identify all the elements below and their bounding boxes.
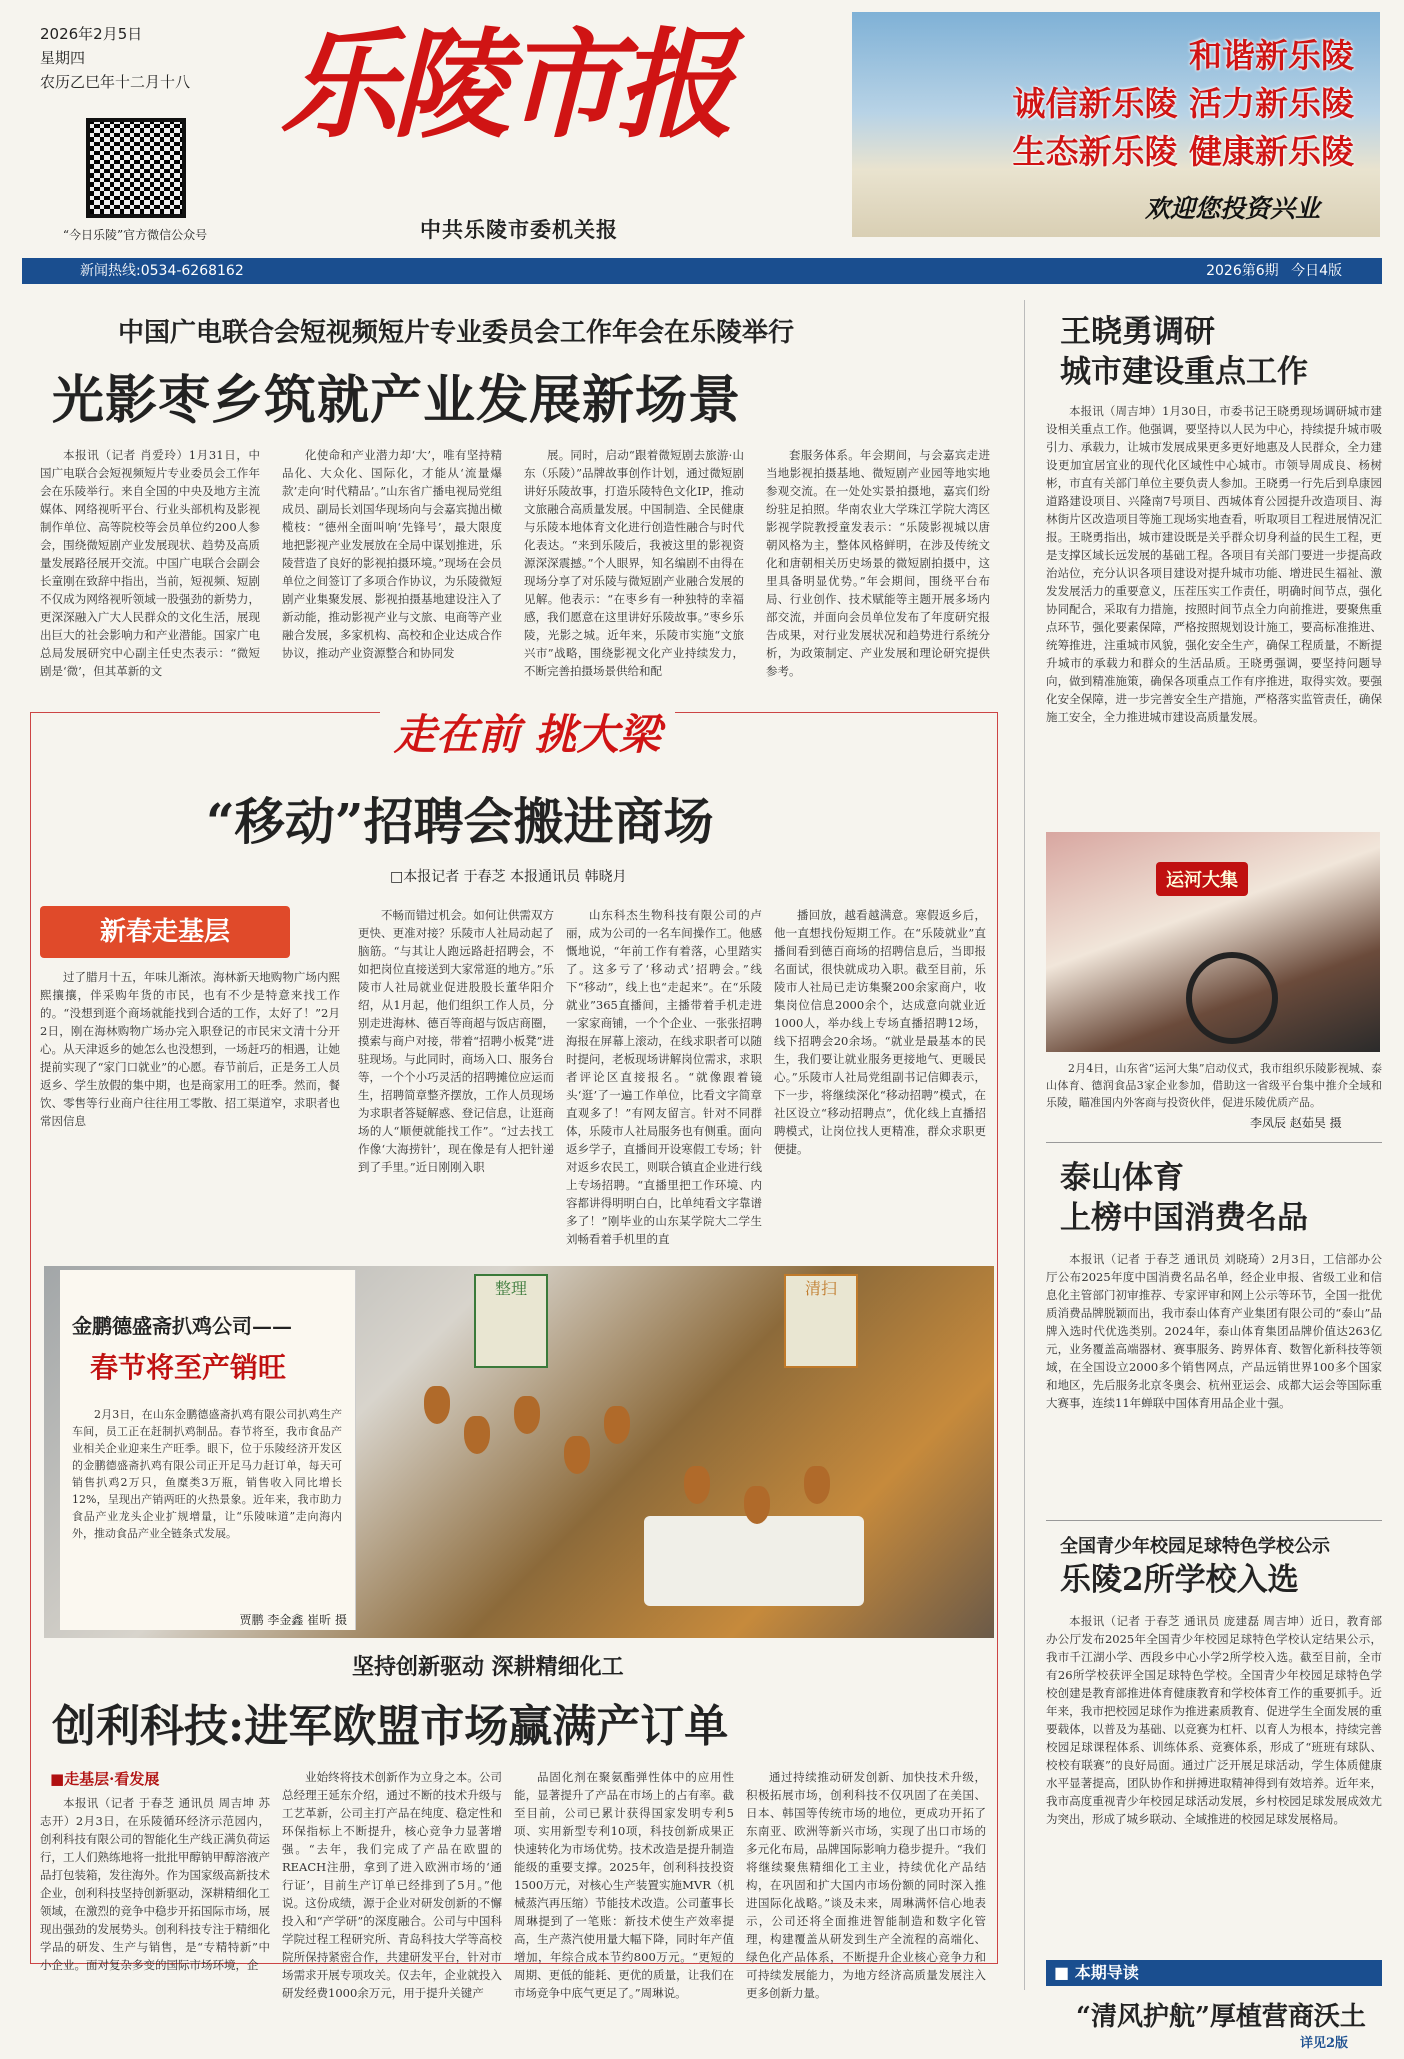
- qr-caption: “今日乐陵”官方微信公众号: [62, 228, 208, 242]
- chuangli-text-2: 业始终将技术创新作为立身之本。公司总经理王延东介绍，通过不断的技术升级与工艺革新，公司主打产品在纯度、稳定性和环保指标上不断提升，核心竞争力显著增强。“去年，我们完成了产品在欧盟的REACH注册，拿到了进入欧洲市场的‘通行证’，目前生产订单已经排到了5月。”他说。这份成绩，源于企业对研发创新的不懈投入和“产学研”的深度融合。公司与中国科学院过程工程研究所、青岛科技大学等高校院所保持紧密合作，共建研发平台，针对市场需求开展专项攻关。仅去年，企业就投入研发经费1000余万元，用于提升关键产: [282, 1770, 502, 2000]
- feature-title: “移动”招聘会搬进商场: [206, 792, 714, 851]
- s4-title: 乐陵2所学校入选: [1060, 1562, 1299, 1598]
- chicken-item: [464, 1416, 490, 1454]
- chuangli-text-3: 品固化剂在聚氨酯弹性体中的应用性能，显著提升了产品在市场上的占有率。截至目前，公司已累计获得国家发明专利5项、实用新型专利10项，科技创新成果正快速转化为市场优势。技术改造是提升制造能级的重要支撑。2025年，创利科技投资1500万元，对核心生产装置实施MVR（机械蒸汽再压缩）节能技术改造。公司董事长周琳提到了一笔账：新技术使生产效率提高，生产蒸汽使用量大幅下降，同时年产值增加，年综合成本节约800万元。“更短的周期、更低的能耗、更优的质量，让我们在市场竞争中底气更足了。”周琳说。: [514, 1770, 734, 2000]
- canal-fair-photo: [1046, 832, 1380, 1052]
- chicken-item: [744, 1486, 770, 1524]
- feature-text-1: 过了腊月十五，年味儿渐浓。海林新天地购物广场内熙熙攘攘，伴采购年货的市民，也有不少是特意来找工作的。“没想到逛个商场就能找到合适的工作，太好了！”2月2日，刚在海林购物广场办完入职登记的市民宋文清十分开心。从天津返乡的她怎么也没想到，一场赶巧的相遇，让她提前实现了“家门口就业”的心愿。春节前后，正是务工人员返乡、学生放假的集中期，也是商家用工的旺季。然而，餐饮、零售等行业商户往往用工零散、招工渠道窄，求职者也常因信息: [40, 970, 340, 1128]
- chuangli-column-1: [40, 1794, 270, 1972]
- ad-invest: 欢迎您投资兴业: [1144, 194, 1320, 223]
- hotline: 新闻热线:0534-6268162: [80, 263, 244, 279]
- ad-line-3: 生态新乐陵 健康新乐陵: [1012, 132, 1354, 171]
- basket: [644, 1516, 864, 1606]
- lead-text-2: 化使命和产业潜力却‘大’，唯有坚持精品化、大众化、国际化，才能从‘流量爆款’走向‘时代精品’。”山东省广播电视局党组成员、副局长刘国华现场向与会嘉宾抛出橄榄枝：“德州全面叫响‘先锋号’，最大限度地把影视产业发展放在全局中谋划推进，乐陵营造了良好的影视拍摄环境。”现场在会员单位之间签订了多项合作协议，为乐陵微短剧产业集聚发展、影视拍摄基地建设注入了新动能，推动影视产业与文旅、电商等产业融合发展，多家机构、高校和企业达成合作协议，推动产业资源整合和协同发: [282, 448, 502, 660]
- chicken-heading-title: 春节将至产销旺: [90, 1351, 287, 1384]
- feature-tag: 新春走基层: [40, 906, 290, 958]
- chicken-caption-box: [60, 1270, 356, 1630]
- lunar-date: 农历乙巳年十二月十八: [40, 73, 191, 91]
- chicken-heading-company: 金鹏德盛斋扒鸡公司——: [72, 1314, 292, 1338]
- feature-column-2: [358, 906, 554, 1256]
- paper-name-logo: 乐陵市报: [280, 15, 729, 154]
- chuangli-title: 创利科技:进军欧盟市场赢满产订单: [52, 1701, 729, 1752]
- sign-1: 整理: [474, 1274, 548, 1368]
- lead-title: 光影枣乡筑就产业发展新场景: [52, 370, 742, 431]
- s3-text: 本报讯（记者 于春芝 通讯员 刘晓琦）2月3日，工信部办公厅公布2025年度中国消费名品名单，经企业申报、省级工业和信息化主管部门初审推荐、专家评审和网上公示等环节，全国一批优质消费品牌脱颖而出，我市泰山体育产业集团有限公司的“泰山”品牌入选时代优选类别。2024年，泰山体育集团品牌价值达263亿元，业务覆盖高端器材、赛事服务、跨界体育、数智化新科技等领域，在全国设立2000多个销售网点，产品远销世界100多个国家和地区，先后服务北京冬奥会、杭州亚运会、成都大运会等国际重大赛事，连续11年蝉联中国体育用品企业十强。: [1046, 1252, 1382, 1410]
- lead-text-3: 展。同时，启动“跟着微短剧去旅游·山东（乐陵）”品牌故事创作计划，通过微短剧讲好乐陵故事，打造乐陵特色文化IP，推动文旅融合高质量发展。中国制造、全民健康与乐陵本地体育文化进行创造性融合与时代化表达。“来到乐陵后，我被这里的影视资源深深震撼。”个人眼界，知名编剧不由得在现场分享了对乐陵与微短剧产业融合发展的见解。他表示：“在枣乡有一种独特的幸福感，我们愿意在这里讲好乐陵故事。”枣乡乐陵，光影之城。近年来，乐陵市实施“文旅兴市”战略，围绕影视文化产业持续发力，不断完善拍摄场景供给和配: [524, 448, 744, 678]
- lead-text-4: 套服务体系。年会期间，与会嘉宾走进当地影视拍摄基地、微短剧产业园等地实地参观交流。在一处处实景拍摄地，嘉宾们纷纷驻足拍照。华南农业大学珠江学院大湾区影视学院教授童发表示：“乐陵影视城以唐朝风格为主，整体风格鲜明，在涉及传统文化和唐朝相关历史场景的微短剧拍摄中，这里具备明显优势。”年会期间，围绕平台布局、行业创作、技术赋能等主题开展多场内部交流，并面向会员单位发布了年度研究报告成果，对行业发展状况和趋势进行系统分析，为政策制定、产业发展和理论研究提供参考。: [766, 448, 990, 678]
- s1-title-line-2: 城市建设重点工作: [1060, 354, 1308, 390]
- divider-line: [1046, 1520, 1382, 1521]
- date-block: [40, 22, 230, 94]
- feature-text-4: 播回放，越看越满意。寒假返乡后，他一直想找份短期工作。在“乐陵就业”直播间看到德百商场的招聘信息后，当即报名面试，很快就成功入职。截至目前，乐陵市人社局已走访集聚200余家商户，收集岗位信息2000余个，达成意向就业近1000人，举办线上专场直播招聘12场，线下招聘会20余场。“就业是最基本的民生，我们要让就业服务更接地气、更暖民心。”乐陵市人社局党组副书记信卿表示，下一步，将继续深化“移动招聘”模式，在社区设立“移动招聘点”，优化线上直播招聘模式，让岗位找人更精准，群众求职更便捷。: [774, 908, 986, 1156]
- lead-subtitle: 中国广电联合会短视频短片专业委员会工作年会在乐陵举行: [118, 318, 795, 348]
- chicken-item: [564, 1436, 590, 1474]
- lead-column-2: [282, 446, 502, 686]
- ad-line-1: 和谐新乐陵: [1189, 36, 1354, 75]
- chicken-text: 2月3日，在山东金鹏德盛斋扒鸡有限公司扒鸡生产车间，员工正在赶制扒鸡制品。春节将至，我市食品产业相关企业迎来生产旺季。眼下，位于乐陵经济开发区的金鹏德盛斋扒鸡有限公司正开足马力赶订单，每天可销售扒鸡2万只，鱼糜类3万瓶，销售收入同比增长12%，呈现出产销两旺的火热景象。近年来，我市助力食品产业龙头企业扩规增量，让“乐陵味道”走向海内外，推动食品产业全链条式发展。: [72, 1408, 342, 1540]
- lead-text-1: 本报讯（记者 肖爱玲）1月31日，中国广电联合会短视频短片专业委员会工作年会在乐陵举行。来自全国的中央及地方主流媒体、网络视听平台、行业头部机构及影视制作单位、高等院校等会员单位约200人参会，围绕微短剧产业发展现状、趋势及高质量发展路径展开交流。中国广电联合会副会长童刚在致辞中指出，当前，短视频、短剧不仅成为网络视听领域一股强劲的新势力，更深深融入广大人民群众的文化生活，展现出巨大的社会影响力和产业潜能。国家广电总局发展研究中心副主任史杰表示：“微短剧是‘微’，但其革新的文: [40, 448, 260, 678]
- s1-title-line-1: 王晓勇调研: [1060, 314, 1215, 350]
- chuangli-tag: ■走基层·看发展: [50, 1770, 160, 1788]
- sign-2: 清扫: [784, 1274, 858, 1368]
- lead-column-3: [524, 446, 744, 686]
- s1-text: 本报讯（周吉坤）1月30日，市委书记王晓勇现场调研城市建设相关重点工作。他强调，要坚持以人民为中心，持续提升城市吸引力、承载力，让城市发展成果更多更好地惠及人民群众，全力建设更加宜居宜业的现代化区域性中心城市。市领导周成良、杨树彬，市直有关部门单位主要负责人参加。王晓勇一行先后到阜康园道路建设项目、兴隆南7号项目、西城体育公园提升改造项目、海林街片区改造项目等施工现场实地查看，听取项目工程进展情况汇报。王晓勇指出，城市建设既是关乎群众切身利益的民生工程，更是支撑区域长远发展的基础工程。各项目有关部门要进一步提高政治站位，充分认识各项目建设对提升城市功能、增进民生福祉、激发发展活力的重要意义，压茬压实工作责任，明确时间节点，强化协同配合，采取有力措施，按照时间节点全力向前推进，要聚焦重点环节，强化要素保障，严格按照规划设计施工，要高标准推进、统筹推进，注重城市风貌，强化安全生产，确保工程质量，不断提升城市的承载力和群众的生活品质。王晓勇强调，要坚持问题导向，做到精准施策，确保各项重点工作有序推进，取得实效。要强化安全保障，进一步完善安全生产措施，严格落实监管责任，确保施工安全，全力推进城市建设高质量发展。: [1046, 404, 1382, 724]
- info-bar: [22, 258, 1382, 284]
- s4-body: [1046, 1612, 1382, 1952]
- lead-column-1: [40, 446, 260, 686]
- s2-credit: 李凤辰 赵茹昊 摄: [1250, 1116, 1342, 1130]
- s2-caption: [1046, 1060, 1382, 1114]
- feature-text-3: 山东科杰生物科技有限公司的卢丽，成为公司的一名车间操作工。他感慨地说，“年前工作有着落，心里踏实了。这多亏了‘移动式’招聘会。”线下“移动”，线上也“走起来”。在“乐陵就业”365直播间，主播带着手机走进一家家商铺，一个个企业、一张张招聘海报在屏幕上滚动，在线求职者可以随时提问，老板现场讲解岗位需求，求职者评论区直接报名。“就像跟着镜头‘逛’了一遍工作单位，比看文字简章直观多了！”有网友留言。针对不同群体，乐陵市人社局服务也有侧重。面向返乡学子，直播间开设寒假工专场；针对返乡农民工，则联合镇直企业进行线上专场招聘。“直播里把工作环境、内容都讲得明明白白，比单纯看文字靠谱多了！”刚毕业的山东某学院大二学生刘畅看着手机里的直: [566, 908, 762, 1246]
- chuangli-text-1: 本报讯（记者 于春芝 通讯员 周吉坤 苏志开）2月3日，在乐陵循环经济示范园内，创利科技有限公司的智能化生产线正满负荷运行，工人们熟练地将一批批甲醇钠甲醇溶液产品打包装箱，发往海外。作为国家级高新技术企业，创利科技坚持创新驱动，深耕精细化工领域，在激烈的竞争中稳步开拓国际市场，展现出强劲的发展势头。创利科技专注于精细化学品的研发、生产与销售，是“专精特新”中小企业。面对复杂多变的国际市场环境，企: [40, 1796, 270, 1972]
- masthead-ad: [852, 12, 1380, 237]
- s3-title-line-1: 泰山体育: [1060, 1160, 1184, 1196]
- bicycle-wheel: [1186, 952, 1278, 1044]
- chuangli-column-4: [746, 1768, 986, 2000]
- ad-line-2: 诚信新乐陵 活力新乐陵: [1012, 84, 1354, 123]
- chicken-body: [72, 1406, 342, 1606]
- feature-byline: □本报记者 于春芝 本报通讯员 韩晓月: [390, 869, 627, 885]
- feature-text-2: 不畅而错过机会。如何让供需双方更快、更准对接？乐陵市人社局动起了脑筋。“与其让人跑远路赶招聘会，不如把岗位直接送到大家常逛的地方。”乐陵市人社局就业促进股股长董华阳介绍，从1月起，他们组织工作人员，分别走进海林、德百等商超与饭店商圈，摸索与商户对接，带着“招聘小板凳”进驻现场。与此同时，商场入口、服务台等，一个个小巧灵活的招聘摊位应运而生，招聘简章整齐摆放，工作人员现场为求职者答疑解惑、登记信息，让逛商场的人“顺便就能找工作”。“过去找工作像‘大海捞针’，现在像是有人把针递到了手里。”近日刚刚入职: [358, 908, 554, 1174]
- s3-body: [1046, 1250, 1382, 1494]
- qr-code[interactable]: [86, 118, 186, 218]
- feature-column-1: [40, 968, 340, 1256]
- s4-text: 本报讯（记者 于春芝 通讯员 庞建磊 周吉坤）近日，教育部办公厅发布2025年全国青少年校园足球特色学校认定结果公示，我市千江湖小学、西段乡中心小学2所学校入选。截至目前，全市有26所学校获评全国足球特色学校。全国青少年校园足球特色学校创建是教育部推进体育健康教育和学校体育工作的重要抓手。近年来，我市把校园足球作为推进素质教育、促进学生全面发展的重要载体，以普及为基础、以竞赛为杠杆、以育人为根本，持续完善校园足球课程体系、训练体系、竞赛体系，形成了“班班有球队、校校有联赛”的良好局面。通过广泛开展足球活动，学生体质健康水平显著提高，团队协作和拼搏进取精神得到有效培养。近年来，我市高度重视青少年校园足球活动发展，乡村校园足球发展成效尤为突出，形成了城乡联动、全域推进的校园足球发展格局。: [1046, 1614, 1382, 1826]
- preview-label: ■ 本期导读: [1054, 1963, 1139, 1982]
- weekday: 星期四: [40, 49, 86, 67]
- s1-title: [1060, 312, 1308, 392]
- s1-body: [1046, 402, 1382, 814]
- chicken-item: [424, 1386, 450, 1424]
- chuangli-text-4: 通过持续推动研发创新、加快技术升级，积极拓展市场，创利科技不仅巩固了在美国、日本、韩国等传统市场的地位，更成功开拓了东南亚、欧洲等新兴市场，实现了出口市场的多元化布局，品牌国际影响力稳步提升。“我们将继续聚焦精细化工主业，持续优化产品结构，在巩固和扩大国内市场份额的同时深入推进国际化战略。”谈及未来，周琳满怀信心地表示，公司还将全面推进智能制造和数字化管理，构建覆盖从研发到生产全流程的高端化、绿色化产品体系，不断提升企业核心竞争力和可持续发展能力，为地方经济高质量发展注入更多创新力量。: [746, 1770, 986, 2000]
- s3-title: [1060, 1158, 1308, 1238]
- chuangli-column-3: [514, 1768, 734, 2000]
- chicken-credit: 贾鹏 李金鑫 崔昕 摄: [239, 1613, 347, 1627]
- feature-slogan: 走在前 挑大梁: [380, 702, 675, 762]
- paper-subtitle: 中共乐陵市委机关报: [420, 217, 618, 242]
- preview-title[interactable]: “清风护航”厚植营商沃土: [1076, 2002, 1366, 2032]
- issue-info: 2026第6期 今日4版: [1206, 263, 1342, 279]
- column-divider: [1024, 300, 1025, 1990]
- feature-column-3: [566, 906, 762, 1256]
- s2-caption-text: 2月4日，山东省“运河大集”启动仪式，我市组织乐陵影视城、泰山体育、德润食品3家企业参加，借助这一省级平台集中推介全域和乐陵，瞄准国内外客商与投资伙伴，促进乐陵优质产品。: [1046, 1062, 1382, 1109]
- canal-fair-banner: 运河大集: [1156, 862, 1248, 896]
- divider-line: [1046, 1142, 1382, 1143]
- preview-bar: [1046, 1960, 1382, 1986]
- chicken-item: [684, 1466, 710, 1504]
- chuangli-subtitle: 坚持创新驱动 深耕精细化工: [352, 1654, 624, 1680]
- chuangli-column-2: [282, 1768, 502, 2000]
- s3-title-line-2: 上榜中国消费名品: [1060, 1200, 1308, 1236]
- preview-page-link[interactable]: 详见2版: [1300, 2036, 1349, 2051]
- feature-column-4: [774, 906, 986, 1256]
- lead-column-4: [766, 446, 990, 686]
- chicken-item: [604, 1406, 630, 1444]
- issue-date: 2026年2月5日: [40, 25, 143, 43]
- chicken-item: [514, 1396, 540, 1434]
- s4-subtitle: 全国青少年校园足球特色学校公示: [1060, 1536, 1330, 1557]
- chicken-item: [804, 1466, 830, 1504]
